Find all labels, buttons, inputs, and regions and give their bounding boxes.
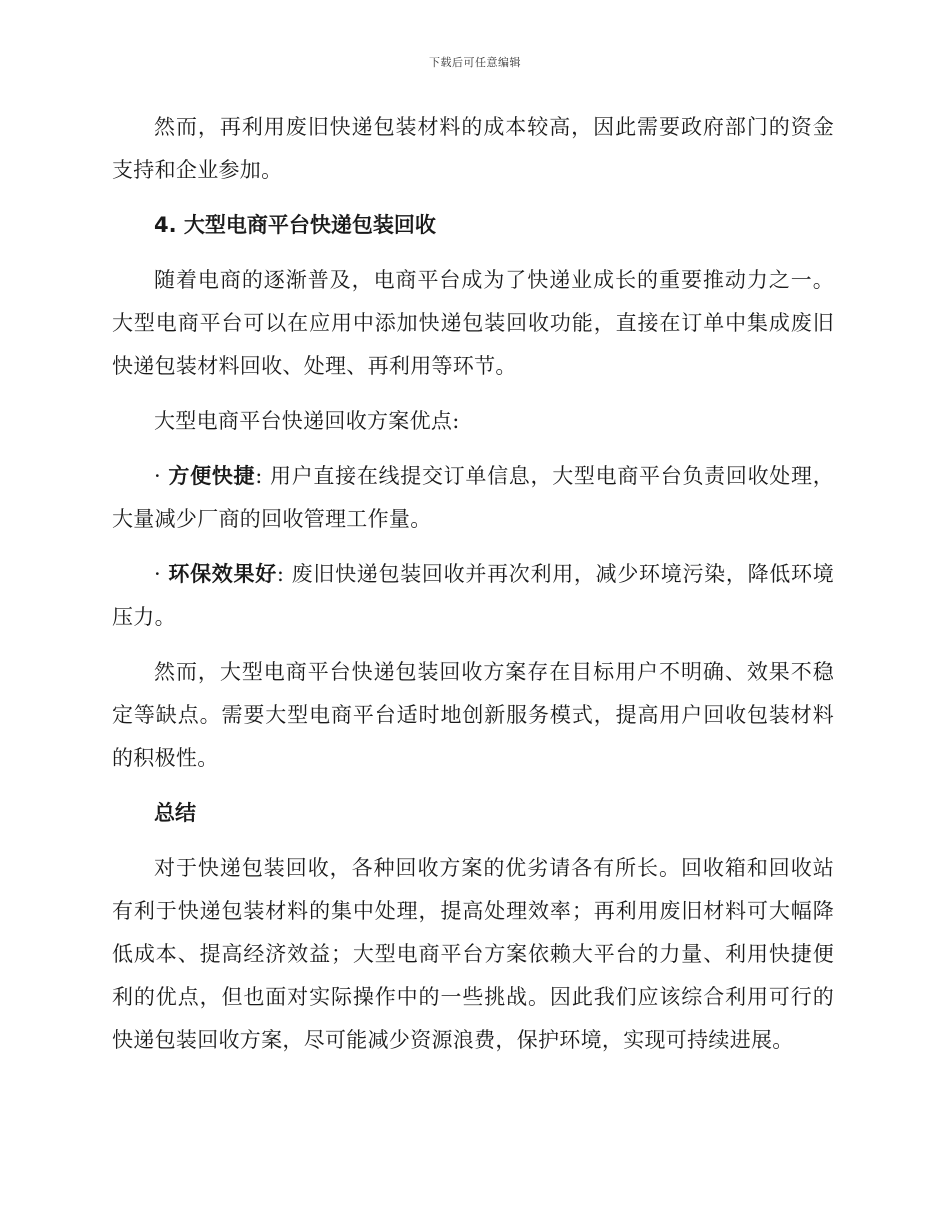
bullet-marker: · bbox=[154, 562, 169, 586]
header-note: 下载后可任意编辑 bbox=[429, 56, 521, 69]
section-heading-summary: 总结 bbox=[154, 801, 196, 825]
bullet-convenience bbox=[112, 455, 834, 541]
bullet-term-environment: 环保效果好 bbox=[168, 562, 277, 586]
bullet-text-convenience: : 用户直接在线提交订单信息，大型电商平台负责回收处理，大量减少厂商的回收管理工作量。 bbox=[112, 464, 835, 531]
bullet-text-environment: : 废旧快递包装回收并再次利用，减少环境污染，降低环境压力。 bbox=[112, 562, 835, 629]
paragraph-summary: 对于快递包装回收，各种回收方案的优劣请各有所长。回收箱和回收站有利于快递包装材料的集中处理，提高处理效率；再利用废旧材料可大幅降低成本、提高经济效益；大型电商平台方案依赖大平台的力量、利用快捷便利的优点，但也面对实际操作中的一些挑战。因此我们应该综合利用可行的快递包装回收方案，尽可能减少资源浪费，保护环境，实现可持续进展。 bbox=[112, 856, 834, 1052]
paragraph-funding: 然而，再利用废旧快递包装材料的成本较高，因此需要政府部门的资金支持和企业参加。 bbox=[112, 115, 834, 182]
section-heading-ecommerce: 4. 大型电商平台快递包装回收 bbox=[154, 213, 436, 237]
paragraph-drawbacks: 然而，大型电商平台快递包装回收方案存在目标用户不明确、效果不稳定等缺点。需要大型电商平台适时地创新服务模式，提高用户回收包装材料的积极性。 bbox=[112, 660, 834, 770]
paragraph-ecommerce-intro: 随着电商的逐渐普及，电商平台成为了快递业成长的重要推动力之一。大型电商平台可以在应用中添加快递包装回收功能，直接在订单中集成废旧快递包装材料回收、处理、再利用等环节。 bbox=[112, 268, 834, 378]
bullet-environment bbox=[112, 553, 834, 639]
document-body bbox=[112, 106, 834, 1074]
bullet-marker: · bbox=[154, 464, 169, 488]
paragraph-advantages-intro: 大型电商平台快递回收方案优点: bbox=[154, 409, 460, 433]
bullet-term-convenience: 方便快捷 bbox=[168, 464, 256, 488]
